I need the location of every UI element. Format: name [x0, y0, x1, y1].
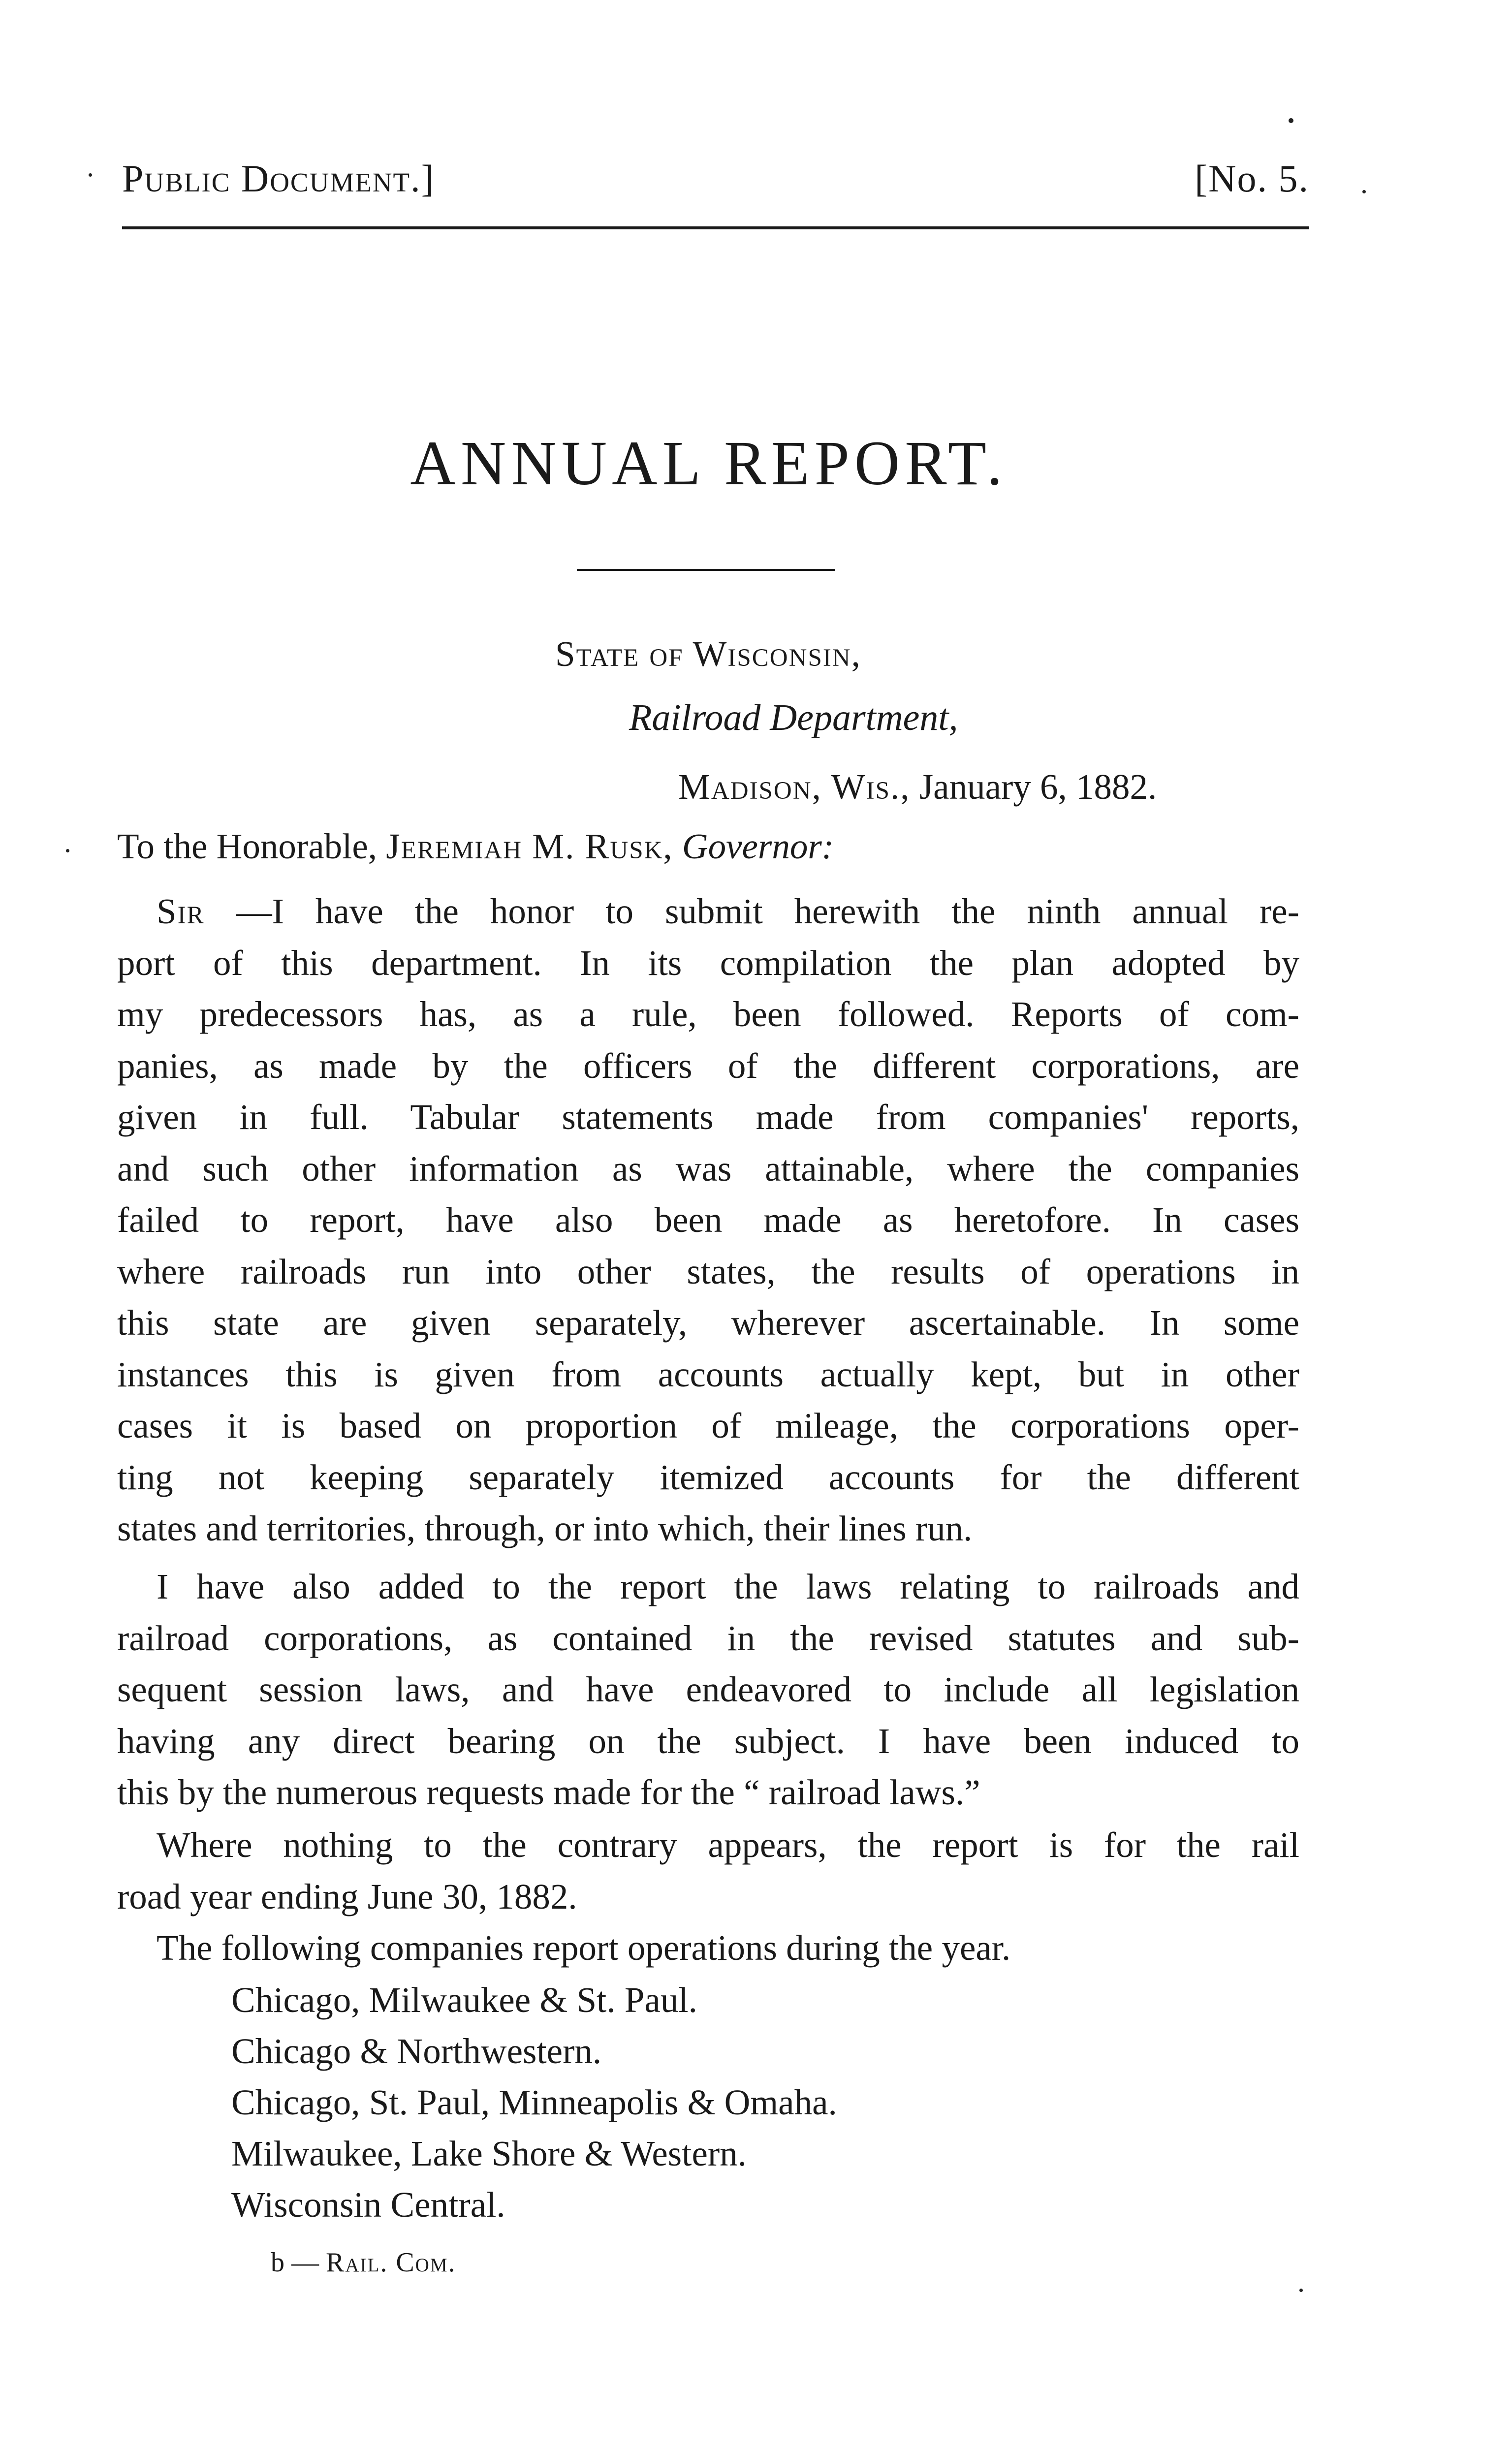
- page-speck: [1362, 190, 1366, 193]
- paragraph-line: failed to report, have also been made as heretofore. In cases: [117, 1200, 1299, 1240]
- dateline-place-date: [678, 769, 1157, 805]
- dateline-department: Railroad Department,: [629, 697, 958, 738]
- salutation-name: Jeremiah M. Rusk,: [386, 826, 673, 866]
- paragraph-line: railroad corporations, as contained in the revised statutes and sub-: [117, 1618, 1299, 1658]
- paragraph-line: The following companies report operations during the year.: [157, 1928, 1011, 1968]
- paragraph-line: instances this is given from accounts actually kept, but in other: [117, 1354, 1299, 1394]
- dateline-place: Madison, Wis.,: [678, 767, 911, 807]
- paragraph-opening: Sir: [157, 891, 205, 931]
- paragraph-1: [117, 886, 1299, 1555]
- paragraph-line: sequent session laws, and have endeavored to include all legislation: [117, 1669, 1299, 1709]
- running-head-left: Public Document.]: [122, 157, 435, 200]
- paragraph-line: road year ending June 30, 1882.: [117, 1876, 577, 1917]
- salutation-title: Governor:: [682, 826, 834, 866]
- paragraph-3: [117, 1820, 1299, 1922]
- title-rule: [577, 569, 835, 571]
- paragraph-line: I have also added to the report the laws relating to railroads and: [157, 1567, 1299, 1606]
- paragraph-line: port of this department. In its compilation the plan adopted by: [117, 943, 1299, 983]
- paragraph-line: where railroads run into other states, the results of operations in: [117, 1251, 1299, 1291]
- paragraph-line: and such other information as was attainable, where the companies: [117, 1148, 1299, 1189]
- paragraph-4: [117, 1922, 1299, 1974]
- page-speck: [1289, 118, 1293, 123]
- company-list-item: Chicago, St. Paul, Minneapolis & Omaha.: [231, 2082, 837, 2122]
- salutation: [117, 828, 834, 864]
- paragraph-line: this state are given separately, wherever ascertainable. In some: [117, 1303, 1299, 1343]
- dateline-date: January 6, 1882.: [910, 767, 1157, 807]
- paragraph-line: given in full. Tabular statements made from companies' reports,: [117, 1097, 1299, 1137]
- company-list-item: Chicago & Northwestern.: [231, 2031, 602, 2071]
- paragraph-line: Where nothing to the contrary appears, the report is for the rail: [157, 1825, 1299, 1865]
- running-head: [122, 157, 1309, 216]
- paragraph-line: Sir —I have the honor to submit herewith the ninth annual re-: [157, 891, 1299, 931]
- page-speck: [66, 849, 69, 852]
- salutation-prefix: To the Honorable,: [117, 826, 386, 866]
- signature-mark-prefix: b —: [271, 2247, 326, 2278]
- company-list-item: Wisconsin Central.: [231, 2185, 505, 2225]
- page-speck: [89, 173, 92, 177]
- dateline-state: State of Wisconsin,: [555, 634, 861, 674]
- company-list-item: Milwaukee, Lake Shore & Western.: [231, 2134, 747, 2173]
- paragraph-line: this by the numerous requests made for the “ railroad laws.”: [117, 1772, 980, 1812]
- running-head-right: [No. 5.: [1195, 157, 1309, 200]
- company-list-item: Chicago, Milwaukee & St. Paul.: [231, 1980, 697, 2020]
- paragraph-line: my predecessors has, as a rule, been followed. Reports of com-: [117, 994, 1299, 1034]
- paragraph-line: having any direct bearing on the subject. I have been induced to: [117, 1721, 1299, 1761]
- header-rule: [122, 226, 1309, 229]
- paragraph-line: panies, as made by the officers of the different corporations, are: [117, 1045, 1299, 1086]
- signature-mark-label: Rail. Com.: [326, 2247, 456, 2278]
- signature-mark: [271, 2247, 456, 2278]
- paragraph-line: states and territories, through, or into which, their lines run.: [117, 1508, 973, 1548]
- paragraph-2: [117, 1561, 1299, 1819]
- page-title: ANNUAL REPORT.: [410, 428, 1008, 498]
- paragraph-line: cases it is based on proportion of mileage, the corporations oper-: [117, 1406, 1299, 1445]
- paragraph-line: ting not keeping separately itemized accounts for the different: [117, 1457, 1299, 1497]
- page-speck: [1299, 2289, 1303, 2292]
